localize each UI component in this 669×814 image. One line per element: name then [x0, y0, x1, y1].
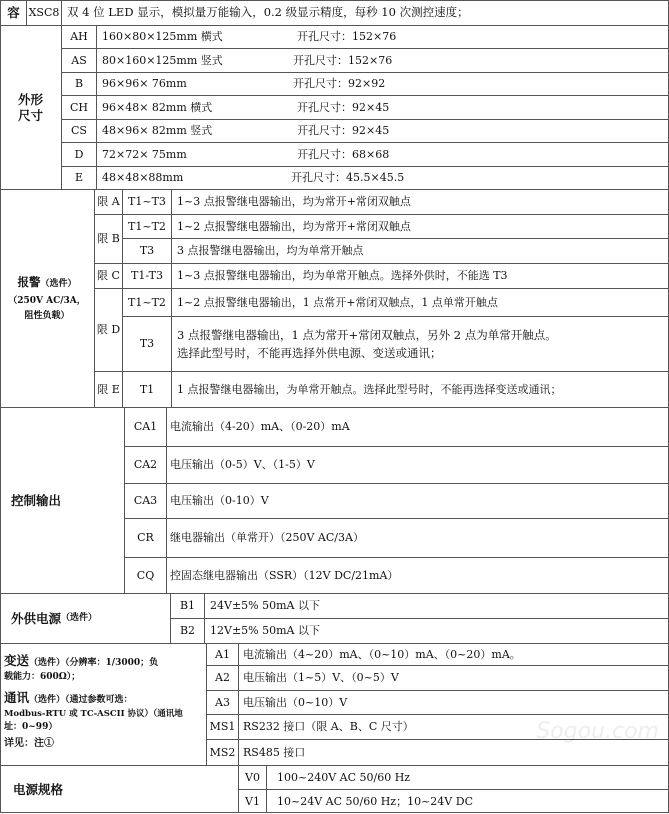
limit-b-desc-1: 1~2 点报警继电器输出，均为常开+常闭双触点: [177, 219, 411, 233]
limit-a-label: 限 A: [97, 195, 120, 209]
control-label: 控制输出: [11, 492, 62, 508]
limit-b-code-1: T1~T2: [128, 219, 166, 233]
comm-note-b: Modbus-RTU 或 TC-ASCII 协议）（通讯地: [4, 709, 183, 720]
dim-size-ah: 160×80×125mm 横式: [102, 30, 223, 44]
supply-code-v0: V0: [245, 770, 260, 784]
dimensions-label-line1: 外形: [17, 91, 43, 107]
control-code-ca1: CA1: [133, 420, 158, 434]
control-desc-ca1: 电流输出（4-20）mA、（0-20）mA: [170, 420, 350, 434]
supply-code-v1: V1: [245, 794, 260, 808]
transmit-label: 变送: [4, 653, 30, 668]
dim-size-as: 80×160×125mm 竖式: [102, 53, 223, 67]
model-description: 双 4 位 LED 显示，模拟量万能输入，0.2 级显示精度，每秒 10 次测控速度；: [67, 5, 469, 20]
dim-cutout-ah: 开孔尺寸：152×76: [297, 30, 397, 44]
control-code-ca3: CA3: [133, 494, 158, 508]
dim-cutout-as: 开孔尺寸：152×76: [293, 53, 393, 67]
control-desc-cq: 控固态继电器输出（SSR）（12V DC/21mA）: [170, 568, 399, 582]
transmit-code-a3: A3: [215, 695, 230, 709]
control-code-cq: CQ: [136, 568, 155, 582]
dim-size-e: 48×48×88mm: [102, 171, 184, 185]
power-out-desc-b1: 24V±5% 50mA 以下: [210, 599, 320, 613]
comm-note-c: 址：0~99）: [4, 721, 58, 732]
dim-cutout-ch: 开孔尺寸：92×45: [297, 100, 390, 114]
alarm-note-line1: （250V AC/3A，: [8, 296, 86, 307]
alarm-note-line2: 阻性负载）: [24, 310, 70, 321]
power-out-optional: （选件）: [61, 612, 98, 623]
limit-d-code-2: T3: [139, 337, 155, 351]
transmit-desc-a2: 电压输出（1~5）V、（0~5）V: [243, 671, 399, 685]
limit-d-code-1: T1~T2: [128, 295, 166, 309]
comm-desc-ms1: RS232 接口（限 A、B、C 尺寸）: [243, 720, 414, 734]
control-code-ca2: CA2: [133, 458, 158, 472]
dim-code-e: E: [74, 171, 84, 185]
see-note: 详见：注①: [4, 737, 54, 749]
dim-code-ch: CH: [69, 100, 88, 114]
transmit-code-a1: A1: [215, 647, 230, 661]
limit-b-label: 限 B: [97, 232, 120, 246]
transmit-note-b: 载能力：600Ω）；: [4, 672, 81, 683]
transmit-code-a2: A2: [215, 671, 230, 685]
dim-code-ah: AH: [70, 30, 88, 44]
power-out-label-block: [6, 594, 170, 643]
limit-a-desc: 1~3 点报警继电器输出，均为常开+常闭双触点: [177, 195, 411, 209]
limit-d-desc-1: 1~2 点报警继电器输出，1 点常开+常闭双触点，1 点单常开触点: [177, 295, 498, 309]
power-out-desc-b2: 12V±5% 50mA 以下: [210, 624, 320, 638]
limit-a-code: T1~T3: [128, 195, 166, 209]
alarm-label: 报警: [17, 275, 41, 290]
dim-cutout-cs: 开孔尺寸：92×45: [297, 124, 390, 138]
control-desc-cr: 继电器输出（单常开）（250V AC/3A）: [170, 531, 364, 545]
limit-b-code-2: T3: [139, 244, 155, 258]
dim-size-b: 96×96× 76mm: [102, 77, 187, 91]
limit-c-desc: 1~3 点报警继电器输出，均为单常开触点。选择外供时，不能选 T3: [177, 269, 508, 283]
transmit-desc-a3: 电压输出（0~10）V: [243, 695, 348, 709]
transmit-info-block: [4, 648, 204, 764]
transmit-desc-a1: 电流输出（4~20）mA、（0~10）mA、（0~20）mA。: [243, 647, 521, 661]
model-code: XSC8: [28, 5, 60, 19]
dim-size-d: 72×72× 75mm: [102, 147, 187, 161]
limit-e-desc: 1 点报警继电器输出，为单常开触点。选择此型号时，不能再选择变送或通讯；: [177, 382, 562, 396]
dimensions-label-line2: 尺寸: [17, 107, 43, 123]
control-code-cr: CR: [137, 531, 154, 545]
limit-c-code: T1-T3: [131, 269, 163, 283]
dim-code-b: B: [74, 77, 84, 91]
limit-b-desc-2: 3 点报警继电器输出，均为单常开触点: [177, 244, 364, 258]
comm-label: 通讯: [4, 690, 30, 706]
limit-d-desc-2-line1: 3 点报警继电器输出，1 点为常开+常闭双触点，另外 2 点为单常开触点。: [177, 327, 557, 342]
supply-desc-v0: 100~240V AC 50/60 Hz: [277, 770, 411, 784]
limit-d-desc-2: [172, 317, 662, 371]
dim-size-cs: 48×96× 82mm 竖式: [102, 124, 213, 138]
transmit-note-a: （选件）（分辨率：1/3000；负: [29, 658, 159, 668]
limit-d-desc-2-line2: 选择此型号时，不能再选择外供电源、变送或通讯；: [177, 346, 442, 360]
dim-code-as: AS: [71, 53, 87, 67]
dim-code-d: D: [74, 147, 84, 161]
limit-d-label: 限 D: [96, 323, 121, 337]
comm-desc-ms2: RS485 接口: [243, 745, 306, 759]
dim-size-ch: 96×48× 82mm 横式: [102, 100, 213, 114]
alarm-optional: （选件）: [40, 279, 77, 290]
dim-cutout-b: 开孔尺寸：92×92: [293, 77, 386, 91]
alarm-label-block: [0, 190, 94, 407]
control-desc-ca2: 电压输出（0-5）V、（1-5）V: [170, 458, 315, 472]
dim-code-cs: CS: [71, 124, 87, 138]
watermark: Sogou.com: [536, 719, 659, 744]
comm-note-a: （选件）（通过参数可选：: [29, 695, 133, 706]
supply-label: 电源规格: [13, 781, 64, 797]
power-out-code-b1: B1: [179, 599, 196, 613]
supply-desc-v1: 10~24V AC 50/60 Hz；10~24V DC: [277, 794, 473, 808]
power-out-label: 外供电源: [11, 610, 62, 626]
power-out-code-b2: B2: [179, 624, 196, 638]
comm-code-ms1: MS1: [209, 720, 236, 734]
control-desc-ca3: 电压输出（0-10）V: [170, 494, 269, 508]
limit-e-code: T1: [139, 382, 155, 396]
dim-cutout-d: 开孔尺寸：68×68: [297, 147, 390, 161]
limit-e-label: 限 E: [97, 382, 120, 396]
limit-c-label: 限 C: [97, 269, 120, 283]
dimensions-label: [0, 26, 61, 189]
dim-cutout-e: 开孔尺寸：45.5×45.5: [291, 171, 405, 185]
header-prefix: 容: [7, 4, 20, 20]
comm-code-ms2: MS2: [209, 745, 236, 759]
